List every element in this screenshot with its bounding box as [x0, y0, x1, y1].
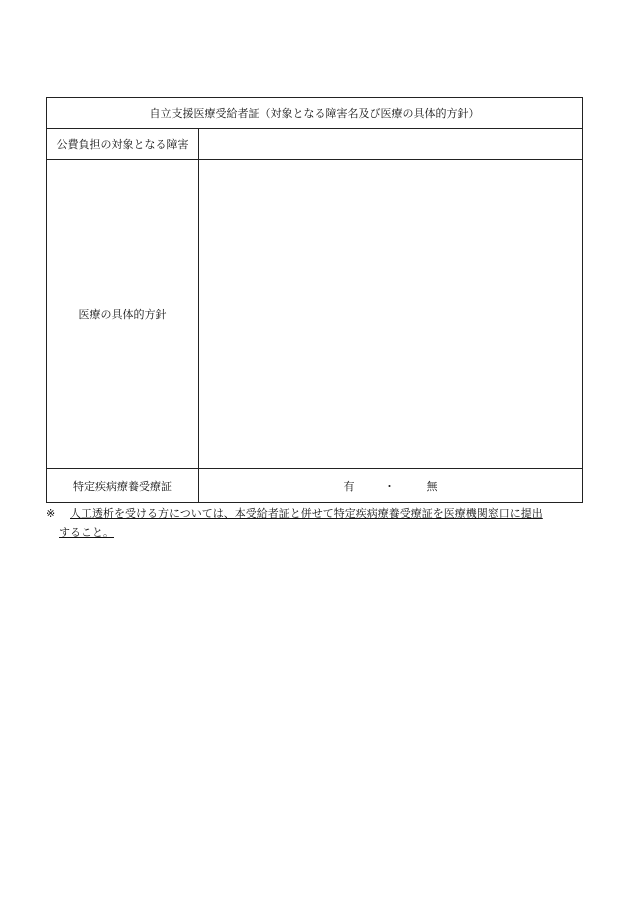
- specific-disease-certificate-label: 特定疾病療養受療証: [47, 469, 199, 503]
- certificate-choice: [199, 469, 583, 503]
- disability-label: 公費負担の対象となる障害: [47, 129, 199, 160]
- form-title: 自立支援医療受給者証（対象となる障害名及び医療の具体的方針）: [47, 98, 583, 129]
- disability-value-field[interactable]: [199, 129, 583, 160]
- option-yes[interactable]: 有: [343, 479, 355, 493]
- treatment-policy-field[interactable]: [199, 160, 583, 469]
- treatment-policy-label: 医療の具体的方針: [47, 160, 199, 469]
- option-separator: ・: [384, 479, 395, 493]
- reference-mark: ※: [46, 507, 56, 520]
- footnote-text-line2: すること。: [59, 526, 114, 539]
- medical-certificate-form: [46, 97, 583, 503]
- option-no[interactable]: 無: [426, 479, 438, 493]
- footnote-text-line1: 人工透析を受ける方については、本受給者証と併せて特定疾病療養受療証を医療機関窓口に提出: [70, 507, 543, 520]
